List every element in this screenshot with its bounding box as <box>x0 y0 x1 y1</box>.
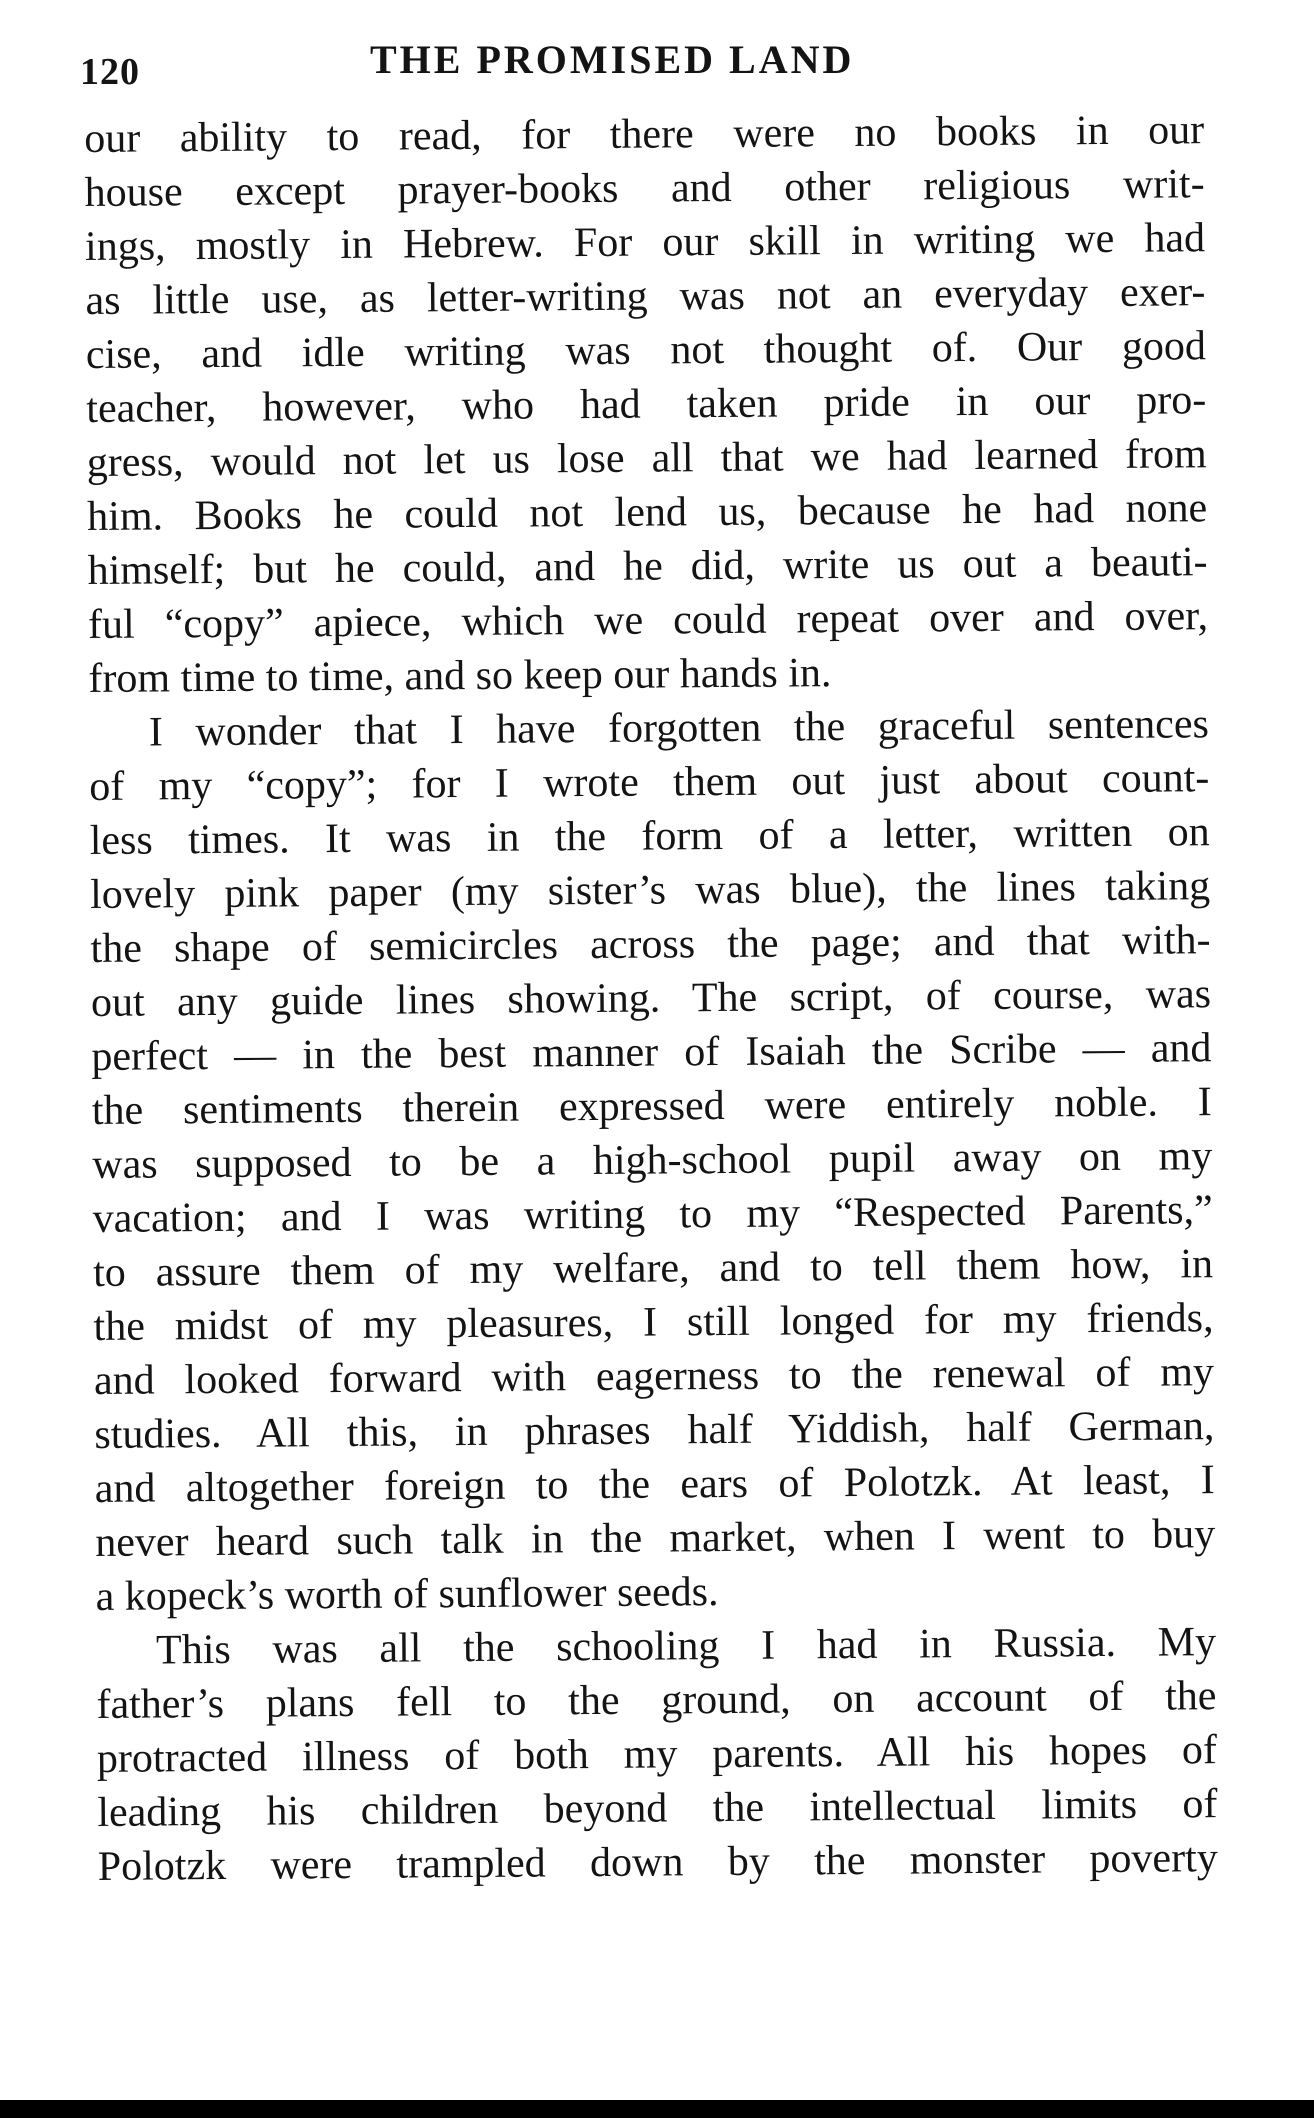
text-line: leading his children beyond the intellectual limits of <box>97 1781 1218 1836</box>
text-line: Polotzk were trampled down by the monster poverty <box>97 1835 1218 1890</box>
text-line: I wonder that I have forgotten the graceful sentences <box>148 701 1210 756</box>
text-line: and altogether foreign to the ears of Polotzk. At least, I <box>94 1457 1215 1512</box>
body-text <box>84 103 1218 1894</box>
text-line: from time to time, and so keep our hands in. <box>88 650 832 702</box>
text-line: of my “copy”; for I wrote them out just about count- <box>89 755 1210 810</box>
text-line: our ability to read, for there were no books in our <box>84 107 1205 162</box>
text-line: him. Books he could not lend us, because he had none <box>87 485 1208 540</box>
text-line: to assure them of my welfare, and to tell them how, in <box>92 1241 1214 1296</box>
bottom-scan-edge <box>0 2100 1314 2118</box>
text-line: cise, and idle writing was not thought of. Our good <box>85 323 1207 378</box>
text-line: and looked forward with eagerness to the renewal of my <box>93 1349 1215 1404</box>
text-line: as little use, as letter-writing was not an everyday exer- <box>85 269 1206 324</box>
text-line: was supposed to be a high-school pupil away on my <box>92 1133 1213 1188</box>
text-line: ings, mostly in Hebrew. For our skill in writing we had <box>84 215 1206 270</box>
page-number: 120 <box>80 51 140 93</box>
text-line: the midst of my pleasures, I still longed for my friends, <box>93 1295 1214 1350</box>
page-header <box>80 30 1210 100</box>
text-line: gress, would not let us lose all that we had learned from <box>86 431 1207 486</box>
text-line: teacher, however, who had taken pride in our pro- <box>86 377 1207 432</box>
text-line: This was all the schooling I had in Russia. My <box>155 1619 1217 1674</box>
text-line: studies. All this, in phrases half Yiddish, half German, <box>94 1403 1215 1458</box>
text-line: a kopeck’s worth of sunflower seeds. <box>95 1569 719 1620</box>
text-line: father’s plans fell to the ground, on account of the <box>96 1673 1217 1728</box>
text-line: the shape of semicircles across the page; and that with- <box>90 917 1211 972</box>
text-line: ful “copy” apiece, which we could repeat over and over, <box>87 593 1209 648</box>
text-line: the sentiments therein expressed were entirely noble. I <box>91 1079 1212 1134</box>
text-line: vacation; and I was writing to my “Respected Parents,” <box>92 1187 1213 1242</box>
running-title: THE PROMISED LAND <box>370 37 855 82</box>
text-line: house except prayer-books and other religious writ- <box>84 161 1205 216</box>
text-line: less times. It was in the form of a letter, written on <box>89 809 1210 864</box>
text-line: himself; but he could, and he did, write us out a beauti- <box>87 539 1208 594</box>
text-line: perfect — in the best manner of Isaiah the Scribe — and <box>91 1025 1212 1080</box>
text-line: protracted illness of both my parents. All his hopes of <box>96 1727 1218 1782</box>
text-line: out any guide lines showing. The script, of course, was <box>90 971 1212 1026</box>
text-line: never heard such talk in the market, when I went to buy <box>95 1511 1216 1566</box>
text-line: lovely pink paper (my sister’s was blue), the lines taking <box>89 863 1211 918</box>
